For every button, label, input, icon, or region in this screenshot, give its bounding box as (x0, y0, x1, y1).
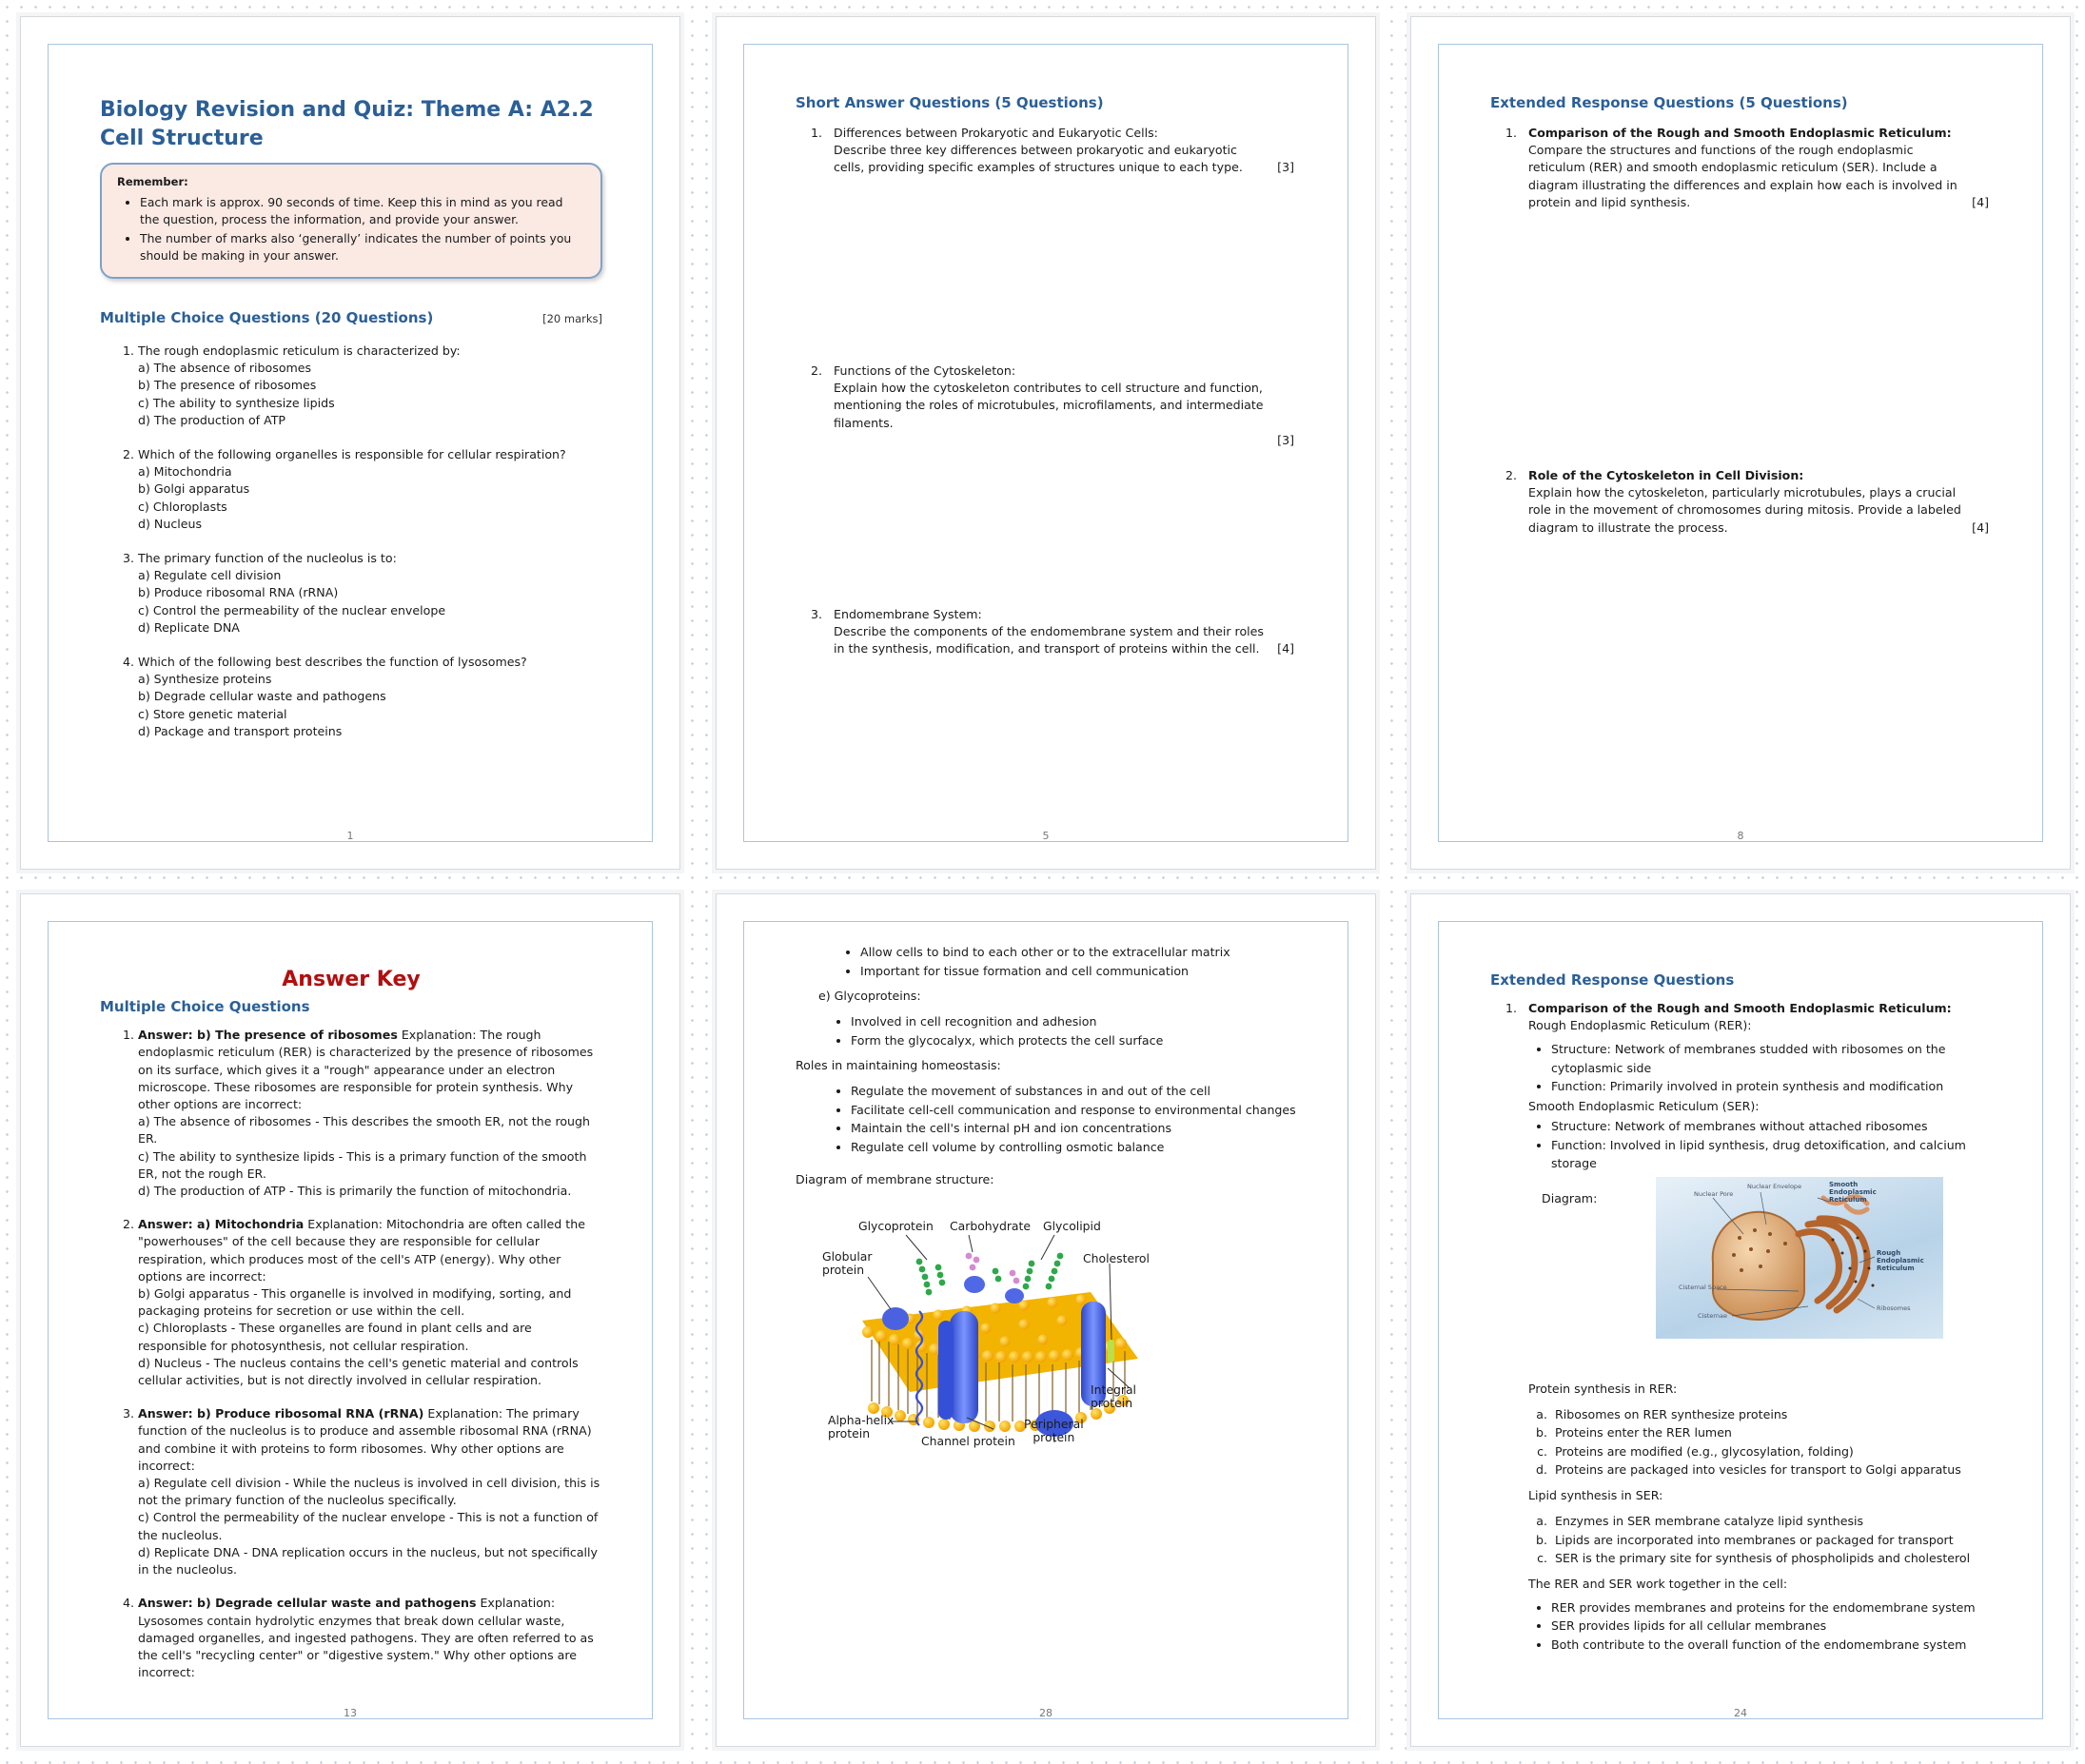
diagram-label: Diagram: (1542, 1190, 1598, 1205)
question-number: 1. (811, 126, 823, 140)
page-5-content (743, 44, 1348, 842)
label-line: Endoplasmic (1877, 1256, 1924, 1264)
question-body: Explain how the cytoskeleton contributes to cell structure and function, mentioning the roles of microtubules, microfilaments, and intermediate filaments. (834, 381, 1264, 430)
label-cisternal-space: Cisternal Space (1679, 1283, 1727, 1291)
label-ribosomes: Ribosomes (1877, 1303, 1911, 1312)
diagram-label: Diagram of membrane structure: (796, 1172, 994, 1187)
page-number: 28 (1039, 1707, 1052, 1719)
label-rough-er (1877, 1249, 1924, 1272)
remember-heading: Remember: (117, 175, 188, 188)
answer-detail: d) The production of ATP - This is primarily the function of mitochondria. (138, 1184, 572, 1199)
page-number: 1 (346, 830, 354, 842)
membrane-diagram (805, 1197, 1186, 1463)
diagram-row (1528, 1177, 1989, 1339)
answer-option: a) Synthesize proteins (138, 672, 272, 687)
question-number: 1. (1505, 126, 1518, 140)
page-number: 5 (1042, 830, 1050, 842)
answer-label: Answer: b) The presence of ribosomes (138, 1028, 398, 1043)
label-alpha-helix-protein (828, 1414, 894, 1441)
short-answer-heading: Short Answer Questions (5 Questions) (796, 94, 1104, 111)
answer-option: b) Degrade cellular waste and pathogens (138, 689, 386, 704)
list-item: • SER provides lipids for all cellular membranes (1551, 1617, 1989, 1636)
label-line: Peripheral (1024, 1416, 1084, 1431)
remember-point: • Each mark is approx. 90 seconds of time. Keep this in mind as you read the question, process the information, and provide your answer. (140, 194, 585, 228)
remember-point: • The number of marks also ‘generally’ indicates the number of points you should be making in your answer. (140, 230, 585, 265)
list-item (138, 1027, 602, 1200)
list-item: • Maintain the cell's internal pH and ion concentrations (851, 1119, 1298, 1138)
extended-answer (1490, 1000, 1993, 1654)
bullet-list (1528, 1040, 1989, 1096)
label-glycolipid: Glycolipid (1043, 1218, 1101, 1233)
extended-question (1490, 125, 1993, 467)
extended-response-heading: Extended Response Questions (1490, 971, 1735, 989)
question-marks: [4] (1277, 641, 1294, 657)
answer-detail: b) Golgi apparatus - This organelle is involved in modifying, sorting, and packaging proteins for secretion or use within the cell. (138, 1286, 572, 1319)
answer-detail: d) Nucleus - The nucleus contains the cell's genetic material and controls cellular activities, but is not directly involved in cellular respiration. (138, 1355, 579, 1388)
lipid-steps (1528, 1512, 1989, 1568)
page-24-content (1438, 921, 2043, 1719)
channel-protein-shape (950, 1311, 978, 1423)
list-item: c. SER is the primary site for synthesis of phospholipids and cholesterol (1551, 1549, 1989, 1568)
globular-protein-shape (882, 1307, 909, 1330)
list-item: d. Proteins are packaged into vesicles for transport to Golgi apparatus (1551, 1460, 1989, 1480)
list-item (138, 1405, 602, 1578)
question-text: Which of the following organelles is responsible for cellular respiration? (138, 447, 566, 462)
answer-detail: a) The absence of ribosomes - This describes the smooth ER, not the rough ER. (138, 1114, 591, 1147)
answer-explanation: Explanation: The primary function of the nucleolus is to produce and assemble ribosomal RNA (rRNA) and combine it with proteins to form ribosomes. Why other options are incorrect: (138, 1406, 592, 1473)
bullet-list (796, 1082, 1298, 1156)
rough-er-shape (1799, 1219, 1867, 1310)
question-title: Differences between Prokaryotic and Eukaryotic Cells: (834, 126, 1158, 140)
label-line: protein (1033, 1429, 1075, 1444)
question-text: Which of the following best describes the function of lysosomes? (138, 655, 527, 670)
answer-detail: d) Replicate DNA - DNA replication occurs in the nucleus, but not specifically in the nucleolus. (138, 1544, 599, 1578)
question-title: Functions of the Cytoskeleton: (834, 363, 1016, 378)
mcq-marks: [20 marks] (542, 312, 602, 326)
glycoprotein-head-shape (964, 1276, 985, 1293)
protein-steps (1528, 1405, 1989, 1480)
question-number: 1. (1505, 1001, 1518, 1015)
question-text: The rough endoplasmic reticulum is characterized by: (138, 343, 461, 359)
list-item: • Important for tissue formation and cell communication (860, 962, 1298, 981)
together-label: The RER and SER work together in the cell: (1528, 1576, 1788, 1591)
label-line: Integral (1091, 1382, 1136, 1397)
answer-title: Comparison of the Rough and Smooth Endoplasmic Reticulum: (1528, 1001, 1952, 1015)
label-cisternae: Cisternae (1698, 1311, 1727, 1320)
document-title: Biology Revision and Quiz: Theme A: A2.2 Cell Structure (100, 98, 594, 150)
short-answer-question (796, 606, 1298, 658)
list-item: • Regulate the movement of substances in and out of the cell (851, 1082, 1298, 1101)
answer-explanation: Explanation: Mitochondria are often called the "powerhouses" of the cell because they are responsible for cellular respiration, which produces most of the cell's ATP (energy). Why other options are incorrect: (138, 1217, 585, 1284)
question-title: Endomembrane System: (834, 607, 982, 621)
label-line: Globular (822, 1248, 873, 1264)
list-item: • RER provides membranes and proteins for the endomembrane system (1551, 1598, 1989, 1617)
ser-label: Smooth Endoplasmic Reticulum (SER): (1528, 1098, 1760, 1113)
page-13-content (48, 921, 653, 1719)
page-5[interactable] (716, 16, 1376, 870)
list-item: b. Lipids are incorporated into membranes or packaged for transport (1551, 1531, 1989, 1550)
label-line: protein (822, 1262, 865, 1277)
page-13[interactable] (20, 893, 680, 1747)
question-marks: [3] (1277, 432, 1294, 447)
answer-label: Answer: b) Produce ribosomal RNA (rRNA) (138, 1406, 424, 1421)
page-number: 24 (1734, 1707, 1747, 1719)
list-item: • Facilitate cell-cell communication and response to environmental changes (851, 1101, 1298, 1120)
bullet-list (796, 943, 1298, 980)
bullet-list (796, 1012, 1298, 1049)
answer-option: a) The absence of ribosomes (138, 361, 312, 376)
question-body: Describe three key differences between prokaryotic and eukaryotic cells, providing specific examples of structures unique to each type. (834, 143, 1243, 175)
question-body: Describe the components of the endomembrane system and their roles in the synthesis, modification, and transport of proteins within the cell. (834, 624, 1264, 657)
list-item: • Function: Primarily involved in protein synthesis and modification (1551, 1077, 1989, 1096)
label-line: protein (1091, 1395, 1133, 1410)
answer-option: c) Store genetic material (138, 706, 287, 721)
nucleus-shape (1713, 1211, 1804, 1319)
list-item: • Regulate cell volume by controlling osmotic balance (851, 1138, 1298, 1157)
question-number: 2. (811, 363, 823, 378)
question-number: 2. (1505, 468, 1518, 482)
label-cholesterol: Cholesterol (1083, 1250, 1150, 1265)
list-item: c. Proteins are modified (e.g., glycosylation, folding) (1551, 1442, 1989, 1461)
protein-synthesis-label: Protein synthesis in RER: (1528, 1381, 1678, 1396)
label-integral-protein (1091, 1383, 1136, 1410)
list-item (138, 1216, 602, 1389)
question-marks: [3] (1277, 160, 1294, 175)
label-channel-protein: Channel protein (921, 1433, 1015, 1448)
list-item: • Both contribute to the overall function of the endomembrane system (1551, 1636, 1989, 1655)
answer-option: b) Produce ribosomal RNA (rRNA) (138, 585, 339, 600)
remember-callout (100, 163, 602, 279)
short-answer-question (796, 125, 1298, 363)
answer-option: d) Replicate DNA (138, 619, 240, 635)
question-text: The primary function of the nucleolus is to: (138, 551, 397, 566)
answer-option: d) Nucleus (138, 516, 203, 531)
page-1[interactable] (20, 16, 680, 870)
answer-option: c) Chloroplasts (138, 499, 227, 514)
answer-option: c) Control the permeability of the nuclear envelope (138, 602, 446, 617)
label-smooth-er (1829, 1181, 1877, 1204)
page-number: 13 (344, 1707, 357, 1719)
list-item: a. Ribosomes on RER synthesize proteins (1551, 1405, 1989, 1424)
label-carbohydrate: Carbohydrate (950, 1218, 1032, 1233)
list-item: • Allow cells to bind to each other or to the extracellular matrix (860, 943, 1298, 962)
answer-explanation: Explanation: Lysosomes contain hydrolytic enzymes that break down cellular waste, damaged organelles, and ingested pathogens. They are often referred to as the cell's "recycling center" or "digestive system." Why other options are incorrect: (138, 1596, 594, 1680)
list-item (138, 1595, 602, 1681)
label-line: Smooth (1829, 1180, 1859, 1188)
list-item: b. Proteins enter the RER lumen (1551, 1423, 1989, 1442)
extended-response-heading: Extended Response Questions (5 Questions) (1490, 94, 1848, 111)
glycoproteins-label: e) Glycoproteins: (818, 989, 921, 1003)
label-line: Rough (1877, 1248, 1901, 1257)
rer-label: Rough Endoplasmic Reticulum (RER): (1528, 1018, 1752, 1033)
label-nuclear-pore: Nuclear Pore (1694, 1189, 1734, 1198)
answer-detail: c) The ability to synthesize lipids - This is a primary function of the smooth ER, not the rough ER. (138, 1148, 587, 1181)
list-item: • Structure: Network of membranes without attached ribosomes (1551, 1117, 1989, 1136)
list-item: • Form the glycocalyx, which protects the cell surface (851, 1031, 1298, 1050)
answer-list (100, 1027, 602, 1681)
page-24[interactable] (1410, 893, 2071, 1747)
question-title: Comparison of the Rough and Smooth Endoplasmic Reticulum: (1528, 126, 1952, 140)
page-28-content (743, 921, 1348, 1719)
label-line: Reticulum (1877, 1264, 1915, 1272)
list-item (138, 654, 602, 740)
channel-protein-shape (938, 1321, 954, 1420)
label-glycoprotein: Glycoprotein (858, 1218, 934, 1233)
answer-option: c) The ability to synthesize lipids (138, 395, 335, 410)
list-item: • Structure: Network of membranes studded with ribosomes on the cytoplasmic side (1551, 1040, 1989, 1077)
question-marks: [4] (1972, 519, 1989, 535)
label-peripheral-protein (1024, 1418, 1084, 1444)
page-28[interactable] (716, 893, 1376, 1747)
list-item: a. Enzymes in SER membrane catalyze lipid synthesis (1551, 1512, 1989, 1531)
lipid-synthesis-label: Lipid synthesis in SER: (1528, 1487, 1663, 1502)
mcq-list (100, 343, 602, 740)
er-diagram (1656, 1177, 1943, 1339)
answer-option: d) Package and transport proteins (138, 723, 343, 738)
short-answer-question (796, 363, 1298, 606)
label-line: protein (828, 1425, 871, 1441)
bullet-list (1528, 1117, 1989, 1173)
answer-option: d) The production of ATP (138, 412, 286, 427)
glycolipid-head-shape (1005, 1288, 1024, 1303)
page-number: 8 (1737, 830, 1744, 842)
page-8[interactable] (1410, 16, 2071, 870)
answer-key-title: Answer Key (282, 968, 421, 991)
list-item (138, 343, 602, 429)
label-line: Reticulum (1829, 1195, 1867, 1204)
label-line: Endoplasmic (1829, 1187, 1877, 1196)
label-line: Alpha-helix (828, 1412, 895, 1427)
label-nuclear-envelope: Nuclear Envelope (1747, 1182, 1802, 1190)
answer-key-heading: Multiple Choice Questions (100, 998, 310, 1016)
answer-detail: c) Chloroplasts - These organelles are found in plant cells and are responsible for photosynthesis, not cellular respiration. (138, 1321, 532, 1353)
answer-detail: a) Regulate cell division - While the nucleus is involved in cell division, this is not the primary function of the nucleolus specifically. (138, 1476, 600, 1508)
list-item (138, 550, 602, 637)
question-number: 3. (811, 607, 823, 621)
homeostasis-label: Roles in maintaining homeostasis: (796, 1058, 1001, 1073)
answer-explanation: Explanation: The rough endoplasmic reticulum (RER) is characterized by the presence of ribosomes on its surface, which gives it a "rough" appearance under an electron microscope. These ribosomes are responsible for protein synthesis. Why other options are incorrect: (138, 1028, 594, 1112)
answer-label: Answer: a) Mitochondria (138, 1217, 305, 1232)
label-globular-protein (822, 1250, 872, 1277)
list-item: • Involved in cell recognition and adhesion (851, 1012, 1298, 1031)
bullet-list (1528, 1598, 1989, 1655)
mcq-heading-text: Multiple Choice Questions (20 Questions) (100, 309, 434, 327)
question-title: Role of the Cytoskeleton in Cell Division: (1528, 468, 1804, 482)
question-body: Explain how the cytoskeleton, particularly microtubules, plays a crucial role in the movement of chromosomes during mitosis. Provide a labeled diagram to illustrate the process. (1528, 485, 1961, 535)
answer-option: b) Golgi apparatus (138, 481, 250, 497)
question-body: Compare the structures and functions of the rough endoplasmic reticulum (RER) and smooth endoplasmic reticulum (SER). Include a diagram illustrating the differences and explain how each is involved in protein and lipid synthesis. (1528, 143, 1957, 209)
cholesterol-shape (1108, 1340, 1114, 1362)
page-8-content (1438, 44, 2043, 842)
answer-option: a) Mitochondria (138, 464, 232, 480)
list-item: • Function: Involved in lipid synthesis, drug detoxification, and calcium storage (1551, 1136, 1989, 1173)
answer-option: b) The presence of ribosomes (138, 378, 317, 393)
page-1-content (48, 44, 653, 842)
extended-question (1490, 467, 1993, 537)
list-item (138, 446, 602, 533)
question-marks: [4] (1972, 194, 1989, 209)
answer-label: Answer: b) Degrade cellular waste and pathogens (138, 1596, 477, 1611)
answer-detail: c) Control the permeability of the nuclear envelope - This is not a function of the nucleolus. (138, 1510, 599, 1542)
mcq-heading (100, 307, 602, 329)
answer-option: a) Regulate cell division (138, 568, 282, 583)
